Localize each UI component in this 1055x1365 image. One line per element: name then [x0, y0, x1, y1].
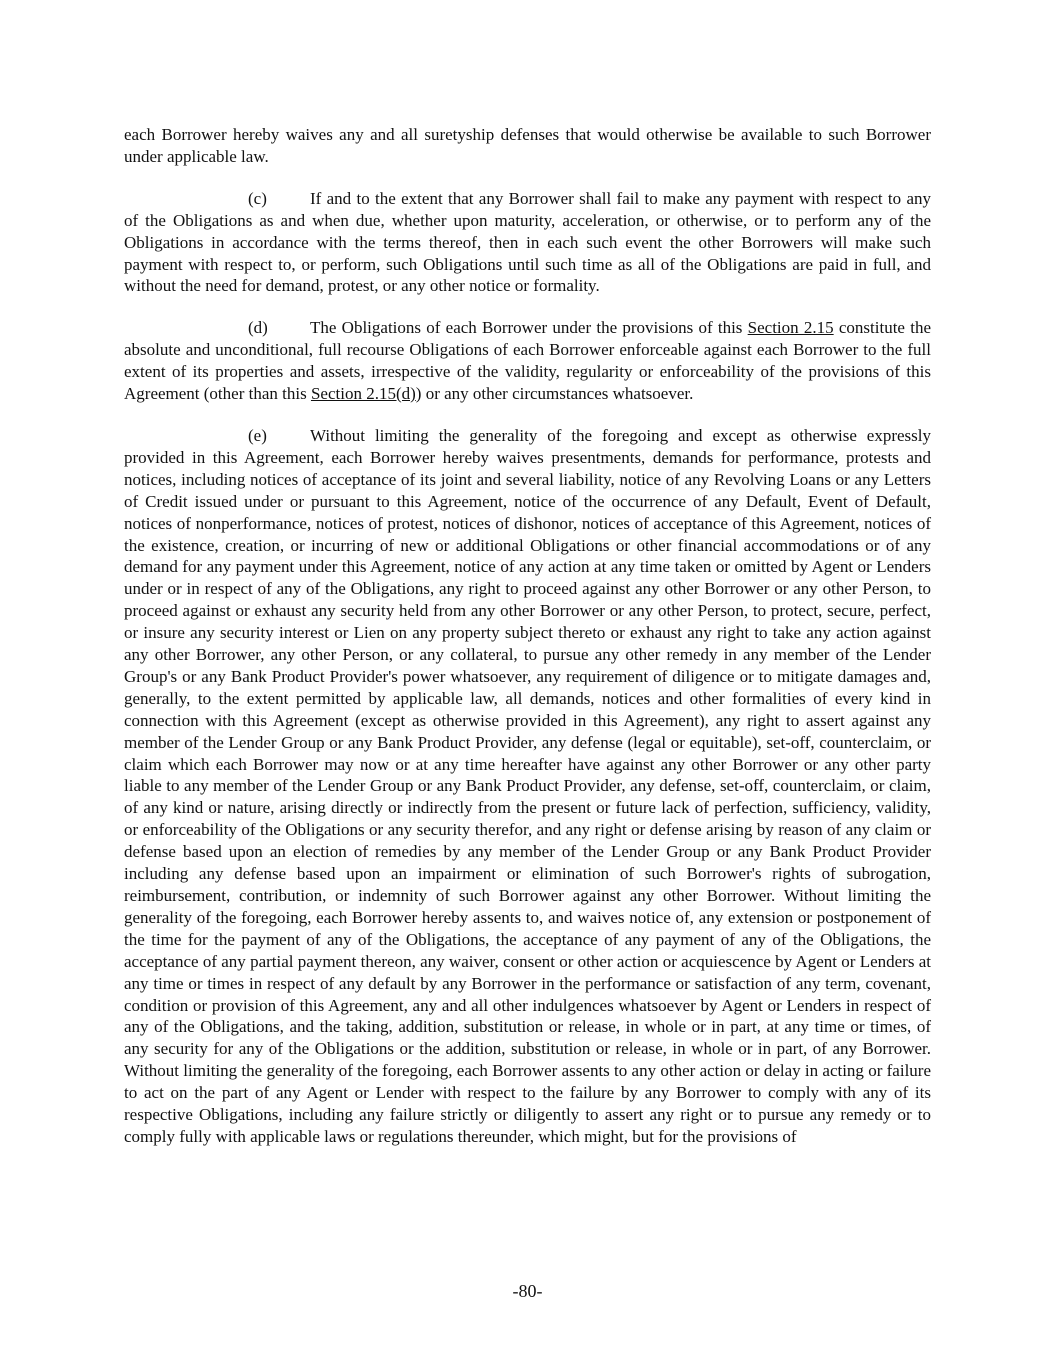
document-page	[124, 124, 931, 1168]
paragraph-d-label: (d)	[248, 318, 268, 338]
paragraph-d-text-2: constitute the absolute and unconditional, full recourse Obligations of each Borrower enforceable against each Borrower to the full extent of its properties and assets, irrespective of the validity, regularity or enforceability of the provisions of this Agreement (other than this	[124, 318, 931, 404]
paragraph-e-label: (e)	[248, 425, 267, 445]
paragraph-e	[124, 425, 931, 1148]
intro-paragraph: each Borrower hereby waives any and all suretyship defenses that would otherwise be available to such Borrower under applicable law.	[124, 125, 931, 166]
paragraph-e-text: Without limiting the generality of the foregoing and except as otherwise expressly provided in this Agreement, each Borrower hereby waives presentments, demands for performance, protests and notices, including notices of acceptance of its joint and several liability, notice of any Revolving Loans or any Letters of Credit issued under or pursuant to this Agreement, notice of the occurrence of any Default, Event of Default, notices of nonperformance, notices of protest, notices of dishonor, notices of acceptance of this Agreement, notices of the existence, creation, or incurring of new or additional Obligations or other financial accommodations or of any demand for any payment under this Agreement, notice of any action at any time taken or omitted by Agent or Lenders under or in respect of any of the Obligations, any right to proceed against any other Borrower or any other Person, to proceed against or exhaust any security held from any other Borrower or any other Person, to protect, secure, perfect, or insure any security interest or Lien on any property subject thereto or exhaust any right to take any action against any other Borrower, any other Person, or any collateral, to pursue any other remedy in any member of the Lender Group's or any Bank Product Provider's power whatsoever, any requirement of diligence or to mitigate damages and, generally, to the extent permitted by applicable law, all demands, notices and other formalities of every kind in connection with this Agreement (except as otherwise provided in this Agreement), any right to assert against any member of the Lender Group or any Bank Product Provider, any defense (legal or equitable), set-off, counterclaim, or claim which each Borrower may now or at any time hereafter have against any other Borrower or any other party liable to any member of the Lender Group or any Bank Product Provider, any defense, set-off, counterclaim, or claim, of any kind or nature, arising directly or indirectly from the present or future lack of perfection, sufficiency, validity, or enforceability of the Obligations or any security therefor, and any right or defense arising by reason of any claim or defense based upon an election of remedies by any member of the Lender Group or any Bank Product Provider including any defense based upon an impairment or elimination of such Borrower's rights of subrogation, reimbursement, contribution, or indemnity of such Borrower against any other Borrower. Without limiting the generality of the foregoing, each Borrower hereby assents to, and waives notice of, any extension or postponement of the time for the payment of any of the Obligations, the acceptance of any payment of any of the Obligations, the acceptance of any partial payment thereon, any waiver, consent or other action or acquiescence by Agent or Lenders at any time or times in respect of any default by any Borrower in the performance or satisfaction of any term, covenant, condition or provision of this Agreement, any and all other indulgences whatsoever by Agent or Lenders in respect of any of the Obligations, and the taking, addition, substitution or release, in whole or in part, at any time or times, of any security for any of the Obligations or the addition, substitution or release, in whole or in part, of any Borrower. Without limiting the generality of the foregoing, each Borrower assents to any other action or delay in acting or failure to act on the part of any Agent or Lender with respect to the failure by any Borrower to comply with any of its respective Obligations, including any failure strictly or diligently to assert any right or to pursue any remedy or to comply fully with applicable laws or regulations thereunder, which might, but for the provisions of	[124, 425, 931, 1146]
paragraph-c-label: (c)	[248, 188, 267, 208]
page-number: -80-	[512, 1281, 543, 1301]
paragraph-d	[124, 317, 931, 405]
paragraph-d-text-3: ) or any other circumstances whatsoever.	[415, 384, 694, 404]
paragraph-d-text-1: The Obligations of each Borrower under the provisions of this	[310, 318, 748, 338]
paragraph-c-text: If and to the extent that any Borrower shall fail to make any payment with respect to any of the Obligations as and when due, whether upon maturity, acceleration, or otherwise, or to perform any of the Obligations in accordance with the terms thereof, then in each such event the other Borrowers will make such payment with respect to, or perform, such Obligations until such time as all of the Obligations are paid in full, and without the need for demand, protest, or any other notice or formality.	[124, 188, 931, 296]
paragraph-c	[124, 188, 931, 298]
section-reference-2-15: Section 2.15	[747, 318, 834, 338]
section-reference-2-15-d: Section 2.15(d)	[310, 384, 416, 404]
